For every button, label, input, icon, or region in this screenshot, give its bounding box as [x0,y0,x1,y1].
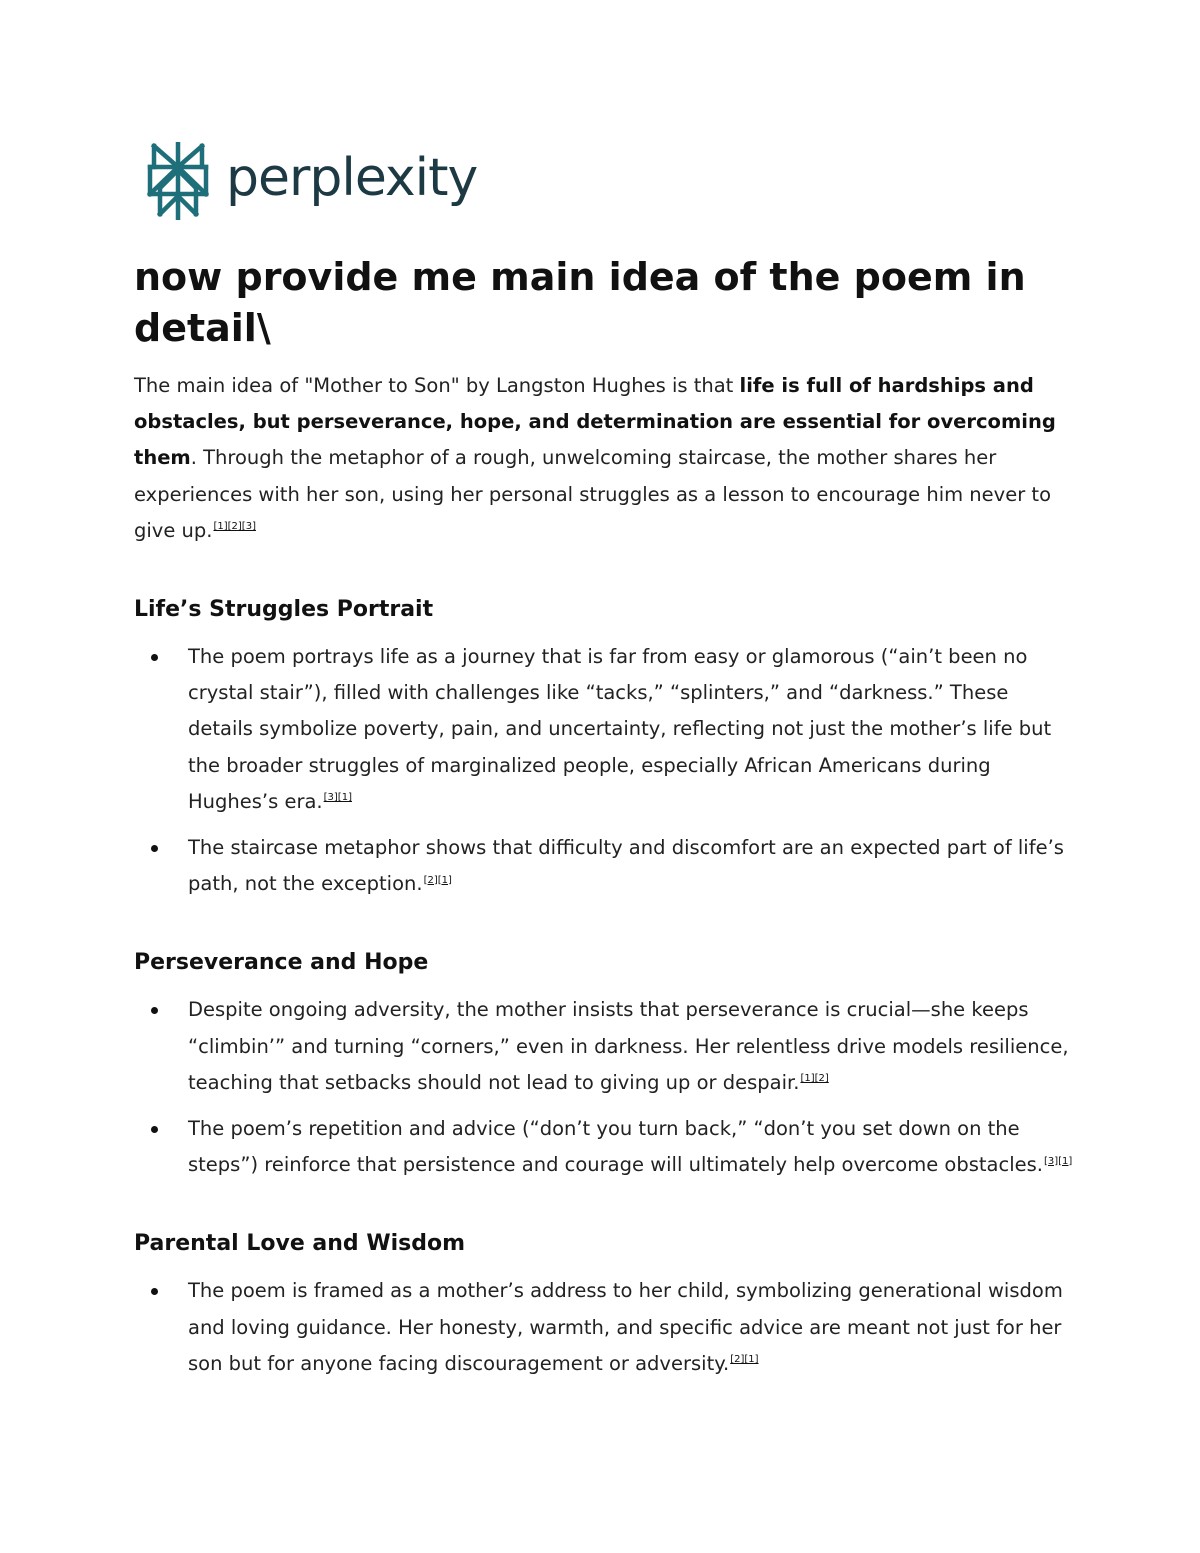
citation-link[interactable]: [1][2] [800,1073,829,1085]
bullet-icon [151,845,158,852]
list-item [134,992,1074,1101]
citation-link[interactable]: [3][1] [1043,1155,1073,1167]
intro-bold-text: life is full of hardships and obstacles, but perseverance, hope, and determination are essential for overcoming them [134,374,1056,470]
intro-text: The main idea of "Mother to Son" by Langston Hughes is that [134,374,740,397]
bullet-icon [151,1007,158,1014]
list-item [134,1111,1074,1183]
intro-text-continued: . Through the metaphor of a rough, unwelcoming staircase, the mother shares her experiences with her son, using her personal struggles as a lesson to encourage him never to give up. [134,446,1051,542]
bullet-icon [151,1288,158,1295]
bullet-icon [151,654,158,661]
bullet-list-perseverance [134,992,1074,1183]
list-item [134,639,1074,820]
section-heading-parental-love: Parental Love and Wisdom [134,1231,466,1257]
list-item-text: The staircase metaphor shows that difficulty and discomfort are an expected part of life’s path, not the exception. [188,836,1064,896]
list-item-text: The poem’s repetition and advice (“don’t you turn back,” “don’t you set down on the steps”) reinforce that persistence and courage will ultimately help overcome obstacles. [188,1117,1043,1177]
section-heading-struggles: Life’s Struggles Portrait [134,597,434,623]
citation-link[interactable]: [3][1] [323,792,352,804]
answer-content [134,252,1074,1382]
bullet-icon [151,1126,158,1133]
logo-wordmark: perplexity [226,148,478,208]
perplexity-logo-icon [146,142,210,220]
list-item [134,830,1074,902]
list-item-text: The poem is framed as a mother’s address to her child, symbolizing generational wisdom and loving guidance. Her honesty, warmth, and specific advice are meant not just for her son but for anyone facing discouragement or adversity. [188,1279,1063,1375]
citation-link[interactable]: [1][2][3] [213,521,256,533]
intro-paragraph [134,368,1074,549]
page-title: now provide me main idea of the poem in detail\ [134,255,1026,350]
section-heading-perseverance: Perseverance and Hope [134,950,429,976]
list-item-text: Despite ongoing adversity, the mother insists that perseverance is crucial—she keeps “climbin’” and turning “corners,” even in darkness. Her relentless drive models resilience, teaching that setbacks should not lead to giving up or despair. [188,998,1069,1094]
bullet-list-parental-love [134,1273,1074,1382]
citation-link[interactable]: [2][1] [730,1354,759,1366]
citation-link[interactable]: [2][1] [423,874,452,886]
list-item [134,1273,1074,1382]
bullet-list-struggles [134,639,1074,902]
perplexity-logo [146,142,477,220]
list-item-text: The poem portrays life as a journey that is far from easy or glamorous (“ain’t been no crystal stair”), filled with challenges like “tacks,” “splinters,” and “darkness.” These details symbolize poverty, pain, and uncertainty, reflecting not just the mother’s life but the broader struggles of marginalized people, especially African Americans during Hughes’s era. [188,645,1052,813]
